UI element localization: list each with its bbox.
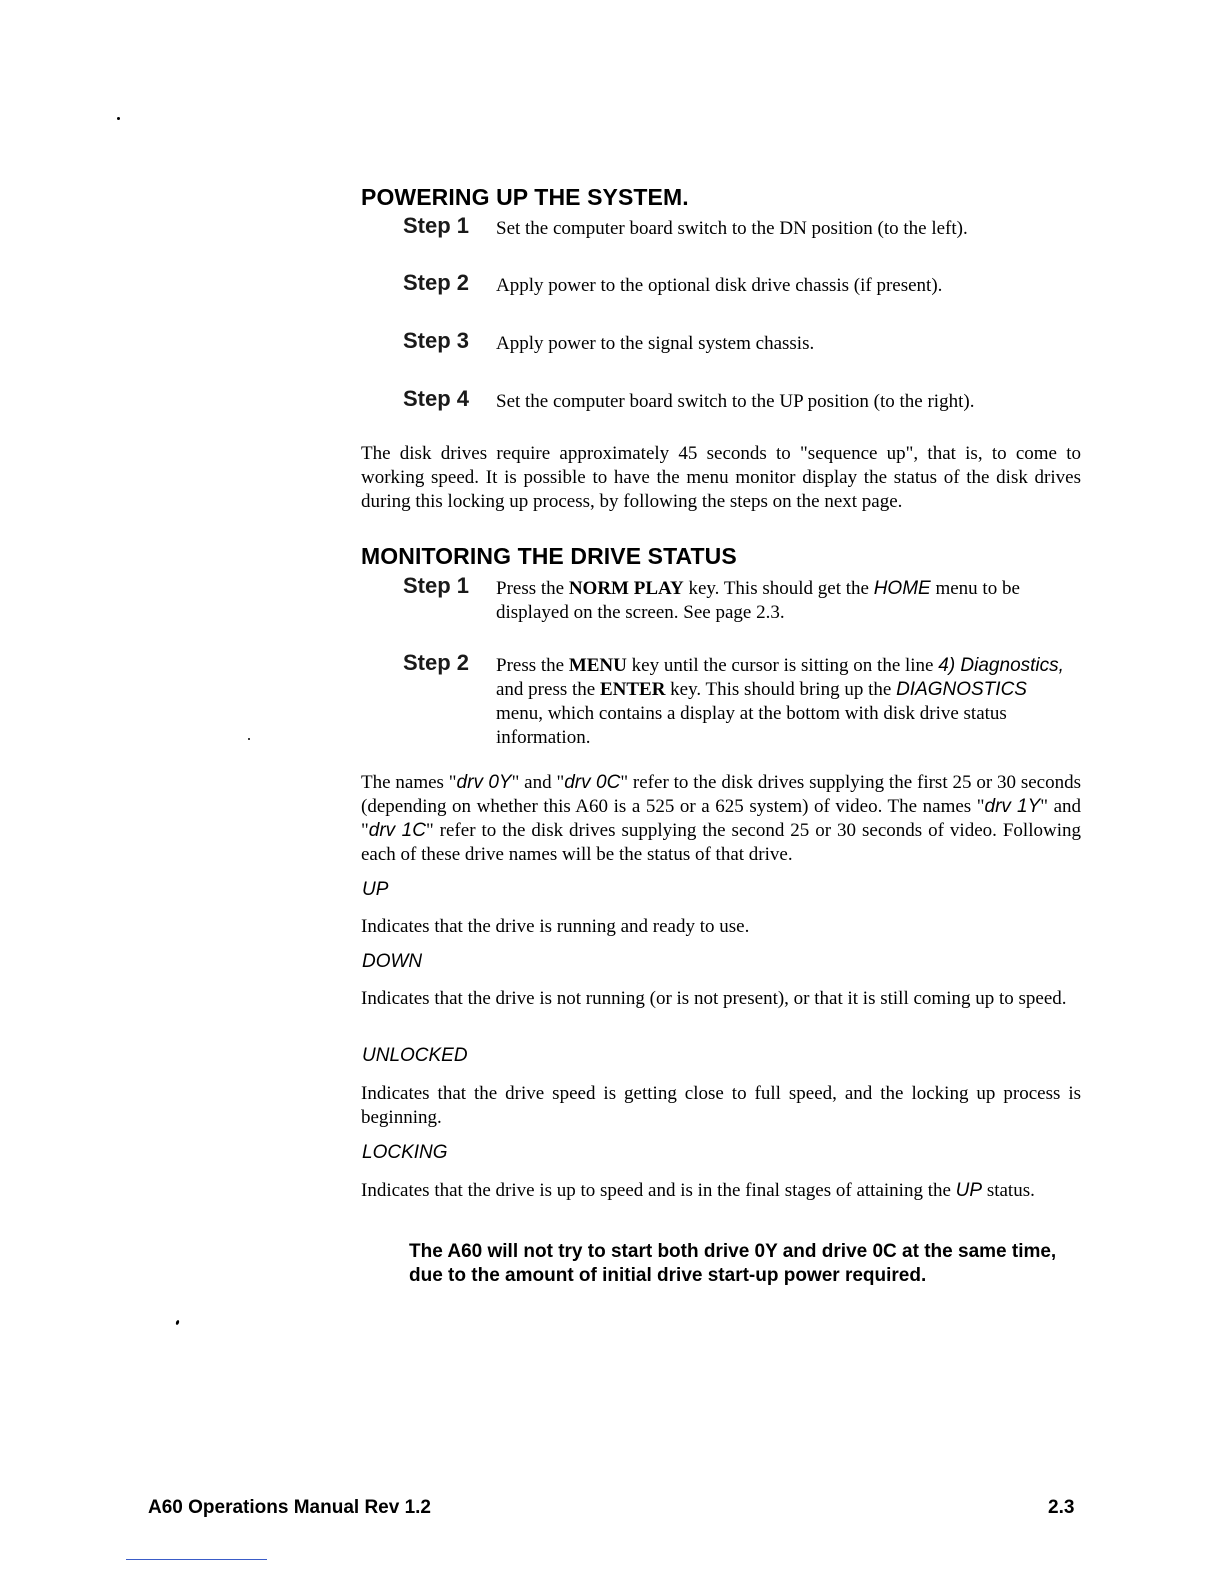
status-term-locking: LOCKING	[362, 1142, 448, 1163]
scan-speck	[175, 1320, 180, 1326]
step-label: Step 4	[403, 386, 470, 411]
step-text: Set the computer board switch to the DN position (to the left).	[496, 218, 968, 239]
status-term-down: DOWN	[362, 951, 423, 972]
step-text: Apply power to the optional disk drive chassis (if present).	[496, 275, 943, 296]
drive-name: drv 1C	[368, 820, 426, 841]
step-text: Press the NORM PLAY key. This should get the HOME menu to be displayed on the screen. See page 2.3.	[496, 578, 1020, 623]
status-term-unlocked: UNLOCKED	[362, 1045, 468, 1066]
footer-rule	[126, 1559, 267, 1560]
status-desc-up: Indicates that the drive is running and ready to use.	[361, 916, 750, 937]
drive-name: drv 0C	[564, 772, 621, 793]
step-text: Apply power to the signal system chassis.	[496, 333, 815, 354]
footer-page-number: 2.3	[1048, 1497, 1075, 1518]
sequence-up-paragraph: The disk drives require approximately 45 seconds to "sequence up", that is, to come to working speed. It is possible to have the menu monitor display the status of the disk drives during this locking up process, by following the steps on the next page.	[361, 443, 1081, 512]
status-desc-down: Indicates that the drive is not running (or is not present), or that it is still coming up to speed.	[361, 988, 1067, 1009]
menu-name: HOME	[873, 578, 931, 599]
step-label: Step 2	[403, 270, 470, 295]
key-name: NORM PLAY	[568, 578, 684, 599]
drive-names-paragraph: The names "drv 0Y" and "drv 0C" refer to the disk drives supplying the first 25 or 30 seconds (depending on whether this A60 is a 525 or a 625 system) of video. The names "drv 1Y" and "drv 1C" refer to the disk drives supplying the second 25 or 30 seconds of video. Following each of these drive names will be the status of that drive.	[361, 772, 1082, 865]
drive-name: drv 1Y	[984, 796, 1041, 817]
section-heading-powering-up: POWERING UP THE SYSTEM.	[361, 184, 689, 210]
step-label: Step 2	[403, 650, 470, 675]
step-text: Press the MENU key until the cursor is sitting on the line 4) Diagnostics, and press the ENTER key. This should bring up the DIAGNOSTICS menu, which contains a display at the bottom with disk drive status information.	[496, 655, 1064, 748]
key-name: ENTER	[599, 679, 666, 700]
step-text: Set the computer board switch to the UP position (to the right).	[496, 391, 975, 412]
step-label: Step 1	[403, 573, 470, 598]
scan-speck	[117, 117, 120, 120]
status-desc-locking: Indicates that the drive is up to speed and is in the final stages of attaining the UP status.	[361, 1180, 1035, 1201]
menu-name: DIAGNOSTICS	[896, 679, 1027, 700]
status-term-up: UP	[362, 879, 389, 900]
step-label: Step 3	[403, 328, 470, 353]
footer-manual-title: A60 Operations Manual Rev 1.2	[148, 1497, 431, 1518]
startup-power-note: The A60 will not try to start both drive 0Y and drive 0C at the same time, due to the amount of initial drive start-up power required.	[409, 1241, 1057, 1286]
step-label: Step 1	[403, 213, 470, 238]
drive-name: drv 0Y	[456, 772, 512, 793]
section-heading-monitoring: MONITORING THE DRIVE STATUS	[361, 543, 737, 569]
menu-line-name: 4) Diagnostics,	[938, 655, 1064, 676]
status-desc-unlocked: Indicates that the drive speed is getting close to full speed, and the locking up process is beginning.	[361, 1083, 1081, 1128]
scan-speck	[248, 738, 250, 740]
key-name: MENU	[568, 655, 627, 676]
